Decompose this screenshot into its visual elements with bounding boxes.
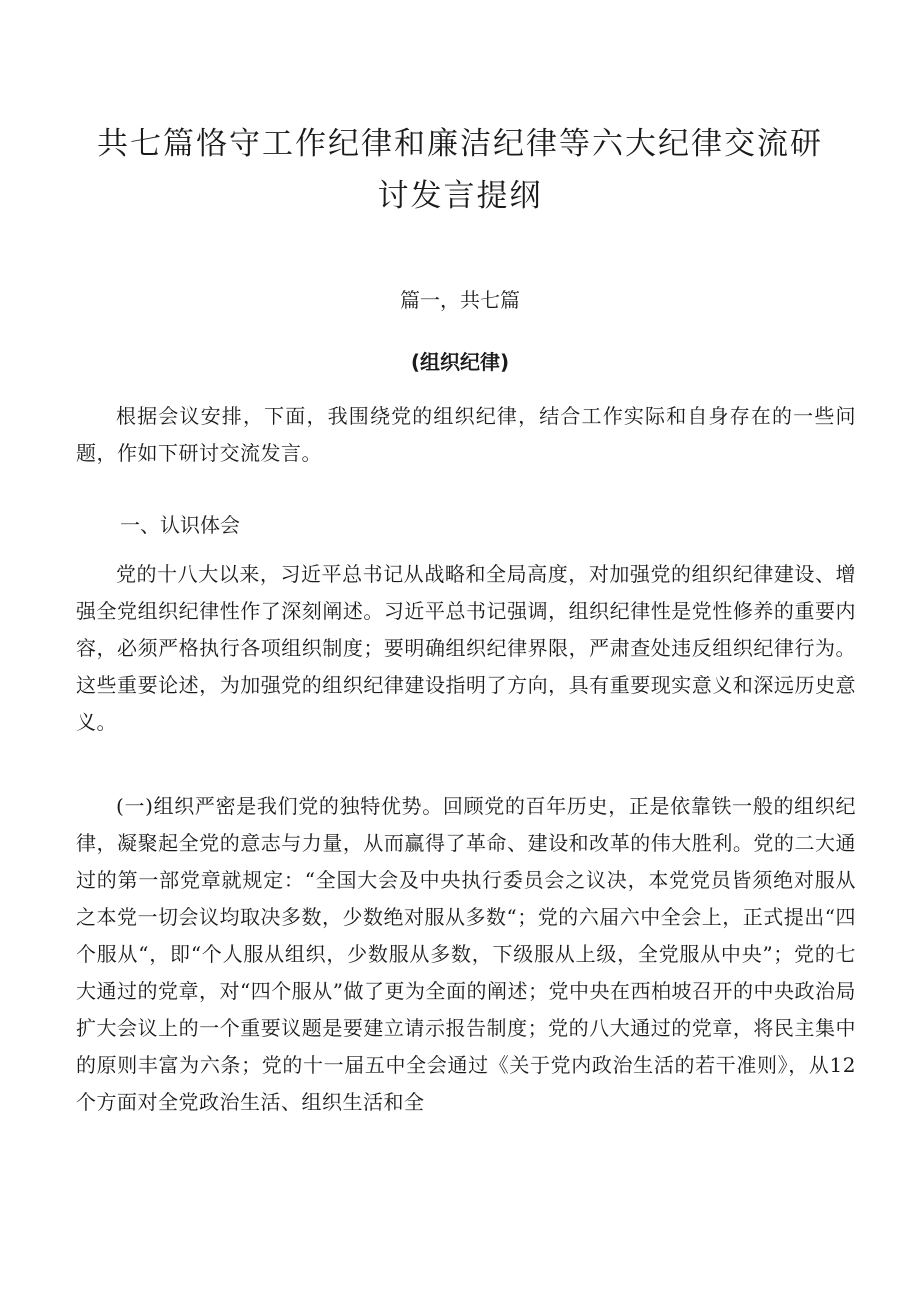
intro-paragraph: 根据会议安排，下面，我围绕党的组织纪律，结合工作实际和自身存在的一些问题，作如下研讨交流发言。 [76, 404, 856, 465]
document-title: 共七篇恪守工作纪律和廉洁纪律等六大纪律交流研讨发言提纲 [97, 126, 823, 214]
body-paragraph-2: (一)组织严密是我们党的独特优势。回顾党的百年历史，正是依靠铁一般的组织纪律，凝聚起全党的意志与力量，从而赢得了革命、建设和改革的伟大胜利。党的二大通过的第一部党章就规定：“全国大会及中央执行委员会之议决，本党党员皆须绝对服从之本党一切会议均取决多数，少数绝对服从多数“；党的六届六中全会上，正式提出“四个服从“，即“个人服从组织，少数服从多数，下级服从上级，全党服从中央”；党的七大通过的党章，对“四个服从”做了更为全面的阐述；党中央在西柏坡召开的中央政治局扩大会议上的一个重要议题是要建立请示报告制度；党的八大通过的党章，将民主集中的原则丰富为六条；党的十一届五中全会通过《关于党内政治生活的若干准则》，从12个方面对全党政治生活、组织生活和全 [76, 794, 856, 1114]
heading-recognition: 一、认识体会 [120, 513, 240, 537]
section-subheading: (组织纪律) [410, 350, 510, 374]
section-heading: 篇一，共七篇 [400, 288, 520, 312]
body-paragraph-1: 党的十八大以来，习近平总书记从战略和全局高度，对加强党的组织纪律建设、增强全党组织纪律性作了深刻阐述。习近平总书记强调，组织纪律性是党性修养的重要内容，必须严格执行各项组织制度；要明确组织纪律界限，严肃查处违反组织纪律行为。这些重要论述，为加强党的组织纪律建设指明了方向，具有重要现实意义和深远历史意义。 [76, 562, 856, 734]
